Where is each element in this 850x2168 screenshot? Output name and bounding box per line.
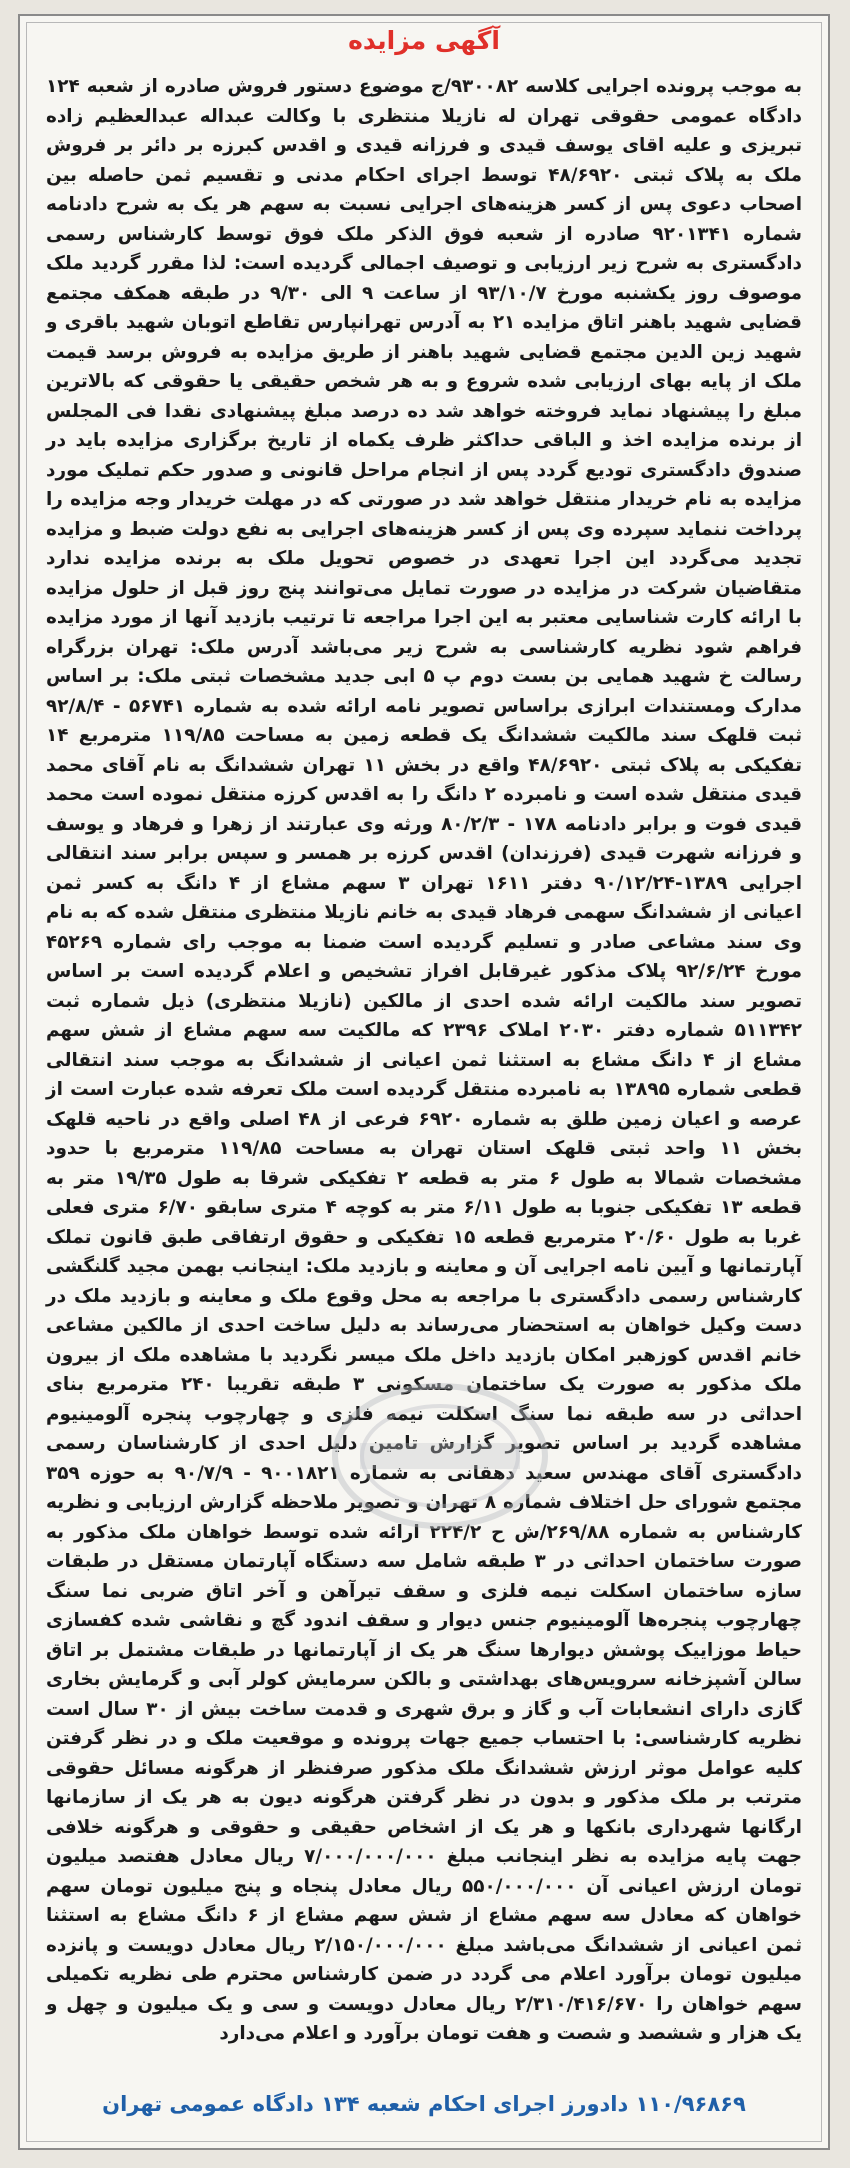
- notice-body: به موجب پرونده اجرایی کلاسه ۹۳۰۰۸۲/ج موضوع دستور فروش صادره از شعبه ۱۲۴ دادگاه عمومی حقوقی تهران له نازیلا منتظری با وکالت عبداله عبدالعظیم زاده تبریزی و علیه اقای یوسف قیدی و فرزانه قیدی و اقدس کبرزه بر دائر بر فروش ملک به پلاک ثبتی ۴۸/۶۹۲۰ توسط اجرای احکام مدنی و تقسیم ثمن حاصله بین اصحاب دعوی پس از کسر هزینه‌های اجرایی نسبت به سهم هر یک به شرح دادنامه شماره ۹۲۰۱۳۴۱ صادره از شعبه فوق الذکر ملک فوق توسط کارشناس رسمی دادگستری به شرح زیر ارزیابی و توصیف اجمالی گردیده است: لذا مقرر گردید ملک موصوف روز یکشنبه مورخ ۹۳/۱۰/۷ از ساعت ۹ الی ۹/۳۰ در طبقه همکف مجتمع قضایی شهید باهنر اتاق مزایده ۲۱ به آدرس تهرانپارس تقاطع اتوبان شهید باقری و شهید زین الدین مجتمع قضایی شهید باهنر از طریق مزایده به فروش برسد قیمت ملک از پایه بهای ارزیابی شده شروع و به هر شخص حقیقی یا حقوقی که بالاترین مبلغ را پیشنهاد نماید فروخته خواهد شد ده درصد مبلغ پیشنهادی نقدا فی المجلس از برنده مزایده اخذ و الباقی حداکثر ظرف یکماه از تاریخ برگزاری مزایده باید در صندوق دادگستری تودیع گردد پس از انجام مراحل قانونی و صدور حکم تملیک مورد مزایده به نام خریدار منتقل خواهد شد در صورتی که در مهلت خریدار وجه مزایده را پرداخت ننماید سپرده وی پس از کسر هزینه‌های اجرایی به نفع دولت ضبط و مزایده تجدید می‌گردد این اجرا تعهدی در خصوص تحویل ملک به برنده مزایده ندارد متقاضیان شرکت در مزایده در صورت تمایل می‌توانند پنج روز قبل از حلول مزایده با ارائه کارت شناسایی معتبر به این اجرا مراجعه تا ترتیب بازدید آنها از مورد مزایده فراهم شود نظریه کارشناسی به شرح زیر می‌باشد آدرس ملک: تهران بزرگراه رسالت خ شهید همایی بن بست دوم پ ۵ ابی جدید مشخصات ثبتی ملک: بر اساس مدارک ومستندات ابرازی براساس تصویر نامه ارائه شده به شماره ۵۶۷۴۱ - ۹۲/۸/۴ ثبت قلهک سند مالکیت ششدانگ یک قطعه زمین به مساحت ۱۱۹/۸۵ مترمربع ۱۴ تفکیکی به پلاک ثبتی ۴۸/۶۹۲۰ واقع در بخش ۱۱ تهران ششدانگ به نام آقای محمد قیدی منتقل شده است و نامبرده ۲ دانگ را به اقدس کرزه منتقل نموده است محمد قیدی فوت و برابر دادنامه ۱۷۸ - ۸۰/۲/۳ ورثه وی عبارتند از زهرا و فرهاد و یوسف و فرزانه شهرت قیدی (فرزندان) اقدس کرزه بر همسر و سپس برابر سند انتقالی اجرایی ۱۳۸۹-۹۰/۱۲/۲۴ دفتر ۱۶۱۱ تهران ۳ سهم مشاع از ۴ دانگ به کسر ثمن اعیانی از ششدانگ سهمی فرهاد قیدی به خانم نازیلا منتظری منتقل شده که به نام وی سند مشاعی صادر و تسلیم گردیده است ضمنا به موجب رای شماره ۴۵۲۶۹ مورخ ۹۲/۶/۲۴ پلاک مذکور غیرقابل افراز تشخیص و اعلام گردیده است بر اساس تصویر سند مالکیت ارائه شده احدی از مالکین (نازیلا منتظری) ذیل شماره ثبت ۵۱۱۳۴۲ شماره دفتر ۲۰۳۰ املاک ۲۳۹۶ که مالکیت سه سهم مشاع از شش سهم مشاع از ۴ دانگ مشاع به استثنا ثمن اعیانی از ششدانگ به موجب سند انتقالی قطعی شماره ۱۳۸۹۵ به نامبرده منتقل گردیده است ملک تعرفه شده عبارت است از عرصه و اعیان زمین طلق به شماره ۶۹۲۰ فرعی از ۴۸ اصلی واقع در ناحیه قلهک بخش ۱۱ واحد ثبتی قلهک استان تهران به مساحت ۱۱۹/۸۵ مترمربع با حدود مشخصات شمالا به طول ۶ متر به قطعه ۲ تفکیکی شرقا به طول ۱۹/۳۵ متر به قطعه ۱۳ تفکیکی جنوبا به طول ۶/۱۱ متر به کوچه ۴ متری سابقو ۶/۷۰ متری فعلی غربا به طول ۲۰/۶۰ مترمربع قطعه ۱۵ تفکیکی و حقوق ارتفاقی طبق قانون تملک آپارتمانها و آیین نامه اجرایی آن و معاینه و بازدید ملک: اینجانب بهمن مجید گلنگشی کارشناس رسمی دادگستری با مراجعه به محل وقوع ملک و معاینه و بازدید ملک در دست وکیل خواهان به استحضار می‌رساند به دلیل ساخت احدی از مالکین مشاعی خانم اقدس کوزهبر امکان بازدید داخل ملک میسر نگردید با مشاهده ملک از بیرون ملک مذکور به صورت یک ساختمان مسکونی ۳ طبقه تقریبا ۲۴۰ مترمربع بنای احداثی در سه طبقه نما سنگ اسکلت نیمه فلزی و چهارچوب پنجره آلومینیوم مشاهده گردید بر اساس تصویر گزارش تامین دلیل احدی از کارشناسان رسمی دادگستری آقای مهندس سعید دهقانی به شماره ۹۰۰۱۸۲۱ - ۹۰/۷/۹ به حوزه ۳۵۹ مجتمع شورای حل اختلاف شماره ۸ تهران و تصویر ملاحظه گزارش ارزیابی و نظریه کارشناس به شماره ۲۶۹/۸۸/ش ح ۲۲۴/۲ ارائه شده توسط خواهان ملک مذکور به صورت ساختمان احداثی در ۳ طبقه شامل سه دستگاه آپارتمان مستقل در طبقات سازه ساختمان اسکلت نیمه فلزی و سقف تیرآهن و آخر اتاق ضربی نما سنگ چهارچوب پنجره‌ها آلومینیوم جنس دیوار و سقف اندود گچ و نقاشی شده کفسازی حیاط موزاییک پوشش دیوارها سنگ هر یک از آپارتمانها در طبقات مشتمل بر اتاق سالن آشپزخانه سرویس‌های بهداشتی و بالکن سرمایش کولر آبی و گرمایش بخاری گازی دارای انشعابات آب و گاز و برق شهری و قدمت ساخت بیش از ۳۰ سال است نظریه کارشناسی: با احتساب جمیع جهات پرونده و موقعیت ملک و در نظر گرفتن کلیه عوامل موثر ارزش ششدانگ ملک مذکور صرفنظر از هرگونه مسائل حقوقی مترتب بر ملک مذکور و بدون در نظر گرفتن هرگونه دیون به هر یک از سازمانها ارگانها شهرداری بانکها و هر یک از اشخاص حقیقی و حقوقی و هرگونه خلافی جهت پایه مزایده به نظر اینجانب مبلغ ۷/۰۰۰/۰۰۰/۰۰۰ ریال معادل هفتصد میلیون تومان ارزش اعیانی آن ۵۵۰/۰۰۰/۰۰۰ ریال معادل پنجاه و پنج میلیون تومان سهم خواهان که معادل سه سهم مشاع از شش سهم مشاع از ۶ دانگ مشاع به استثنا ثمن اعیانی از ششدانگ می‌باشد مبلغ ۲/۱۵۰/۰۰۰/۰۰۰ ریال معادل دویست و پانزده میلیون تومان برآورد اعلام می گردد در ضمن کارشناس محترم طی نظریه تکمیلی سهم خواهان را ۲/۳۱۰/۴۱۶/۶۷۰ ریال معادل دویست و سی و یک میلیون و چهل و یک هزار و ششصد و شصت و هفت تومان برآورد و اعلام می‌دارد: [46, 76, 803, 2044]
- notice-signature-footer: ۱۱۰/۹۶۸۶۹ دادورز اجرای احکام شعبه ۱۳۴ دادگاه عمومی تهران: [102, 2092, 746, 2116]
- notice-sheet: [18, 14, 830, 2150]
- notice-title: آگهی مزایده: [348, 26, 500, 55]
